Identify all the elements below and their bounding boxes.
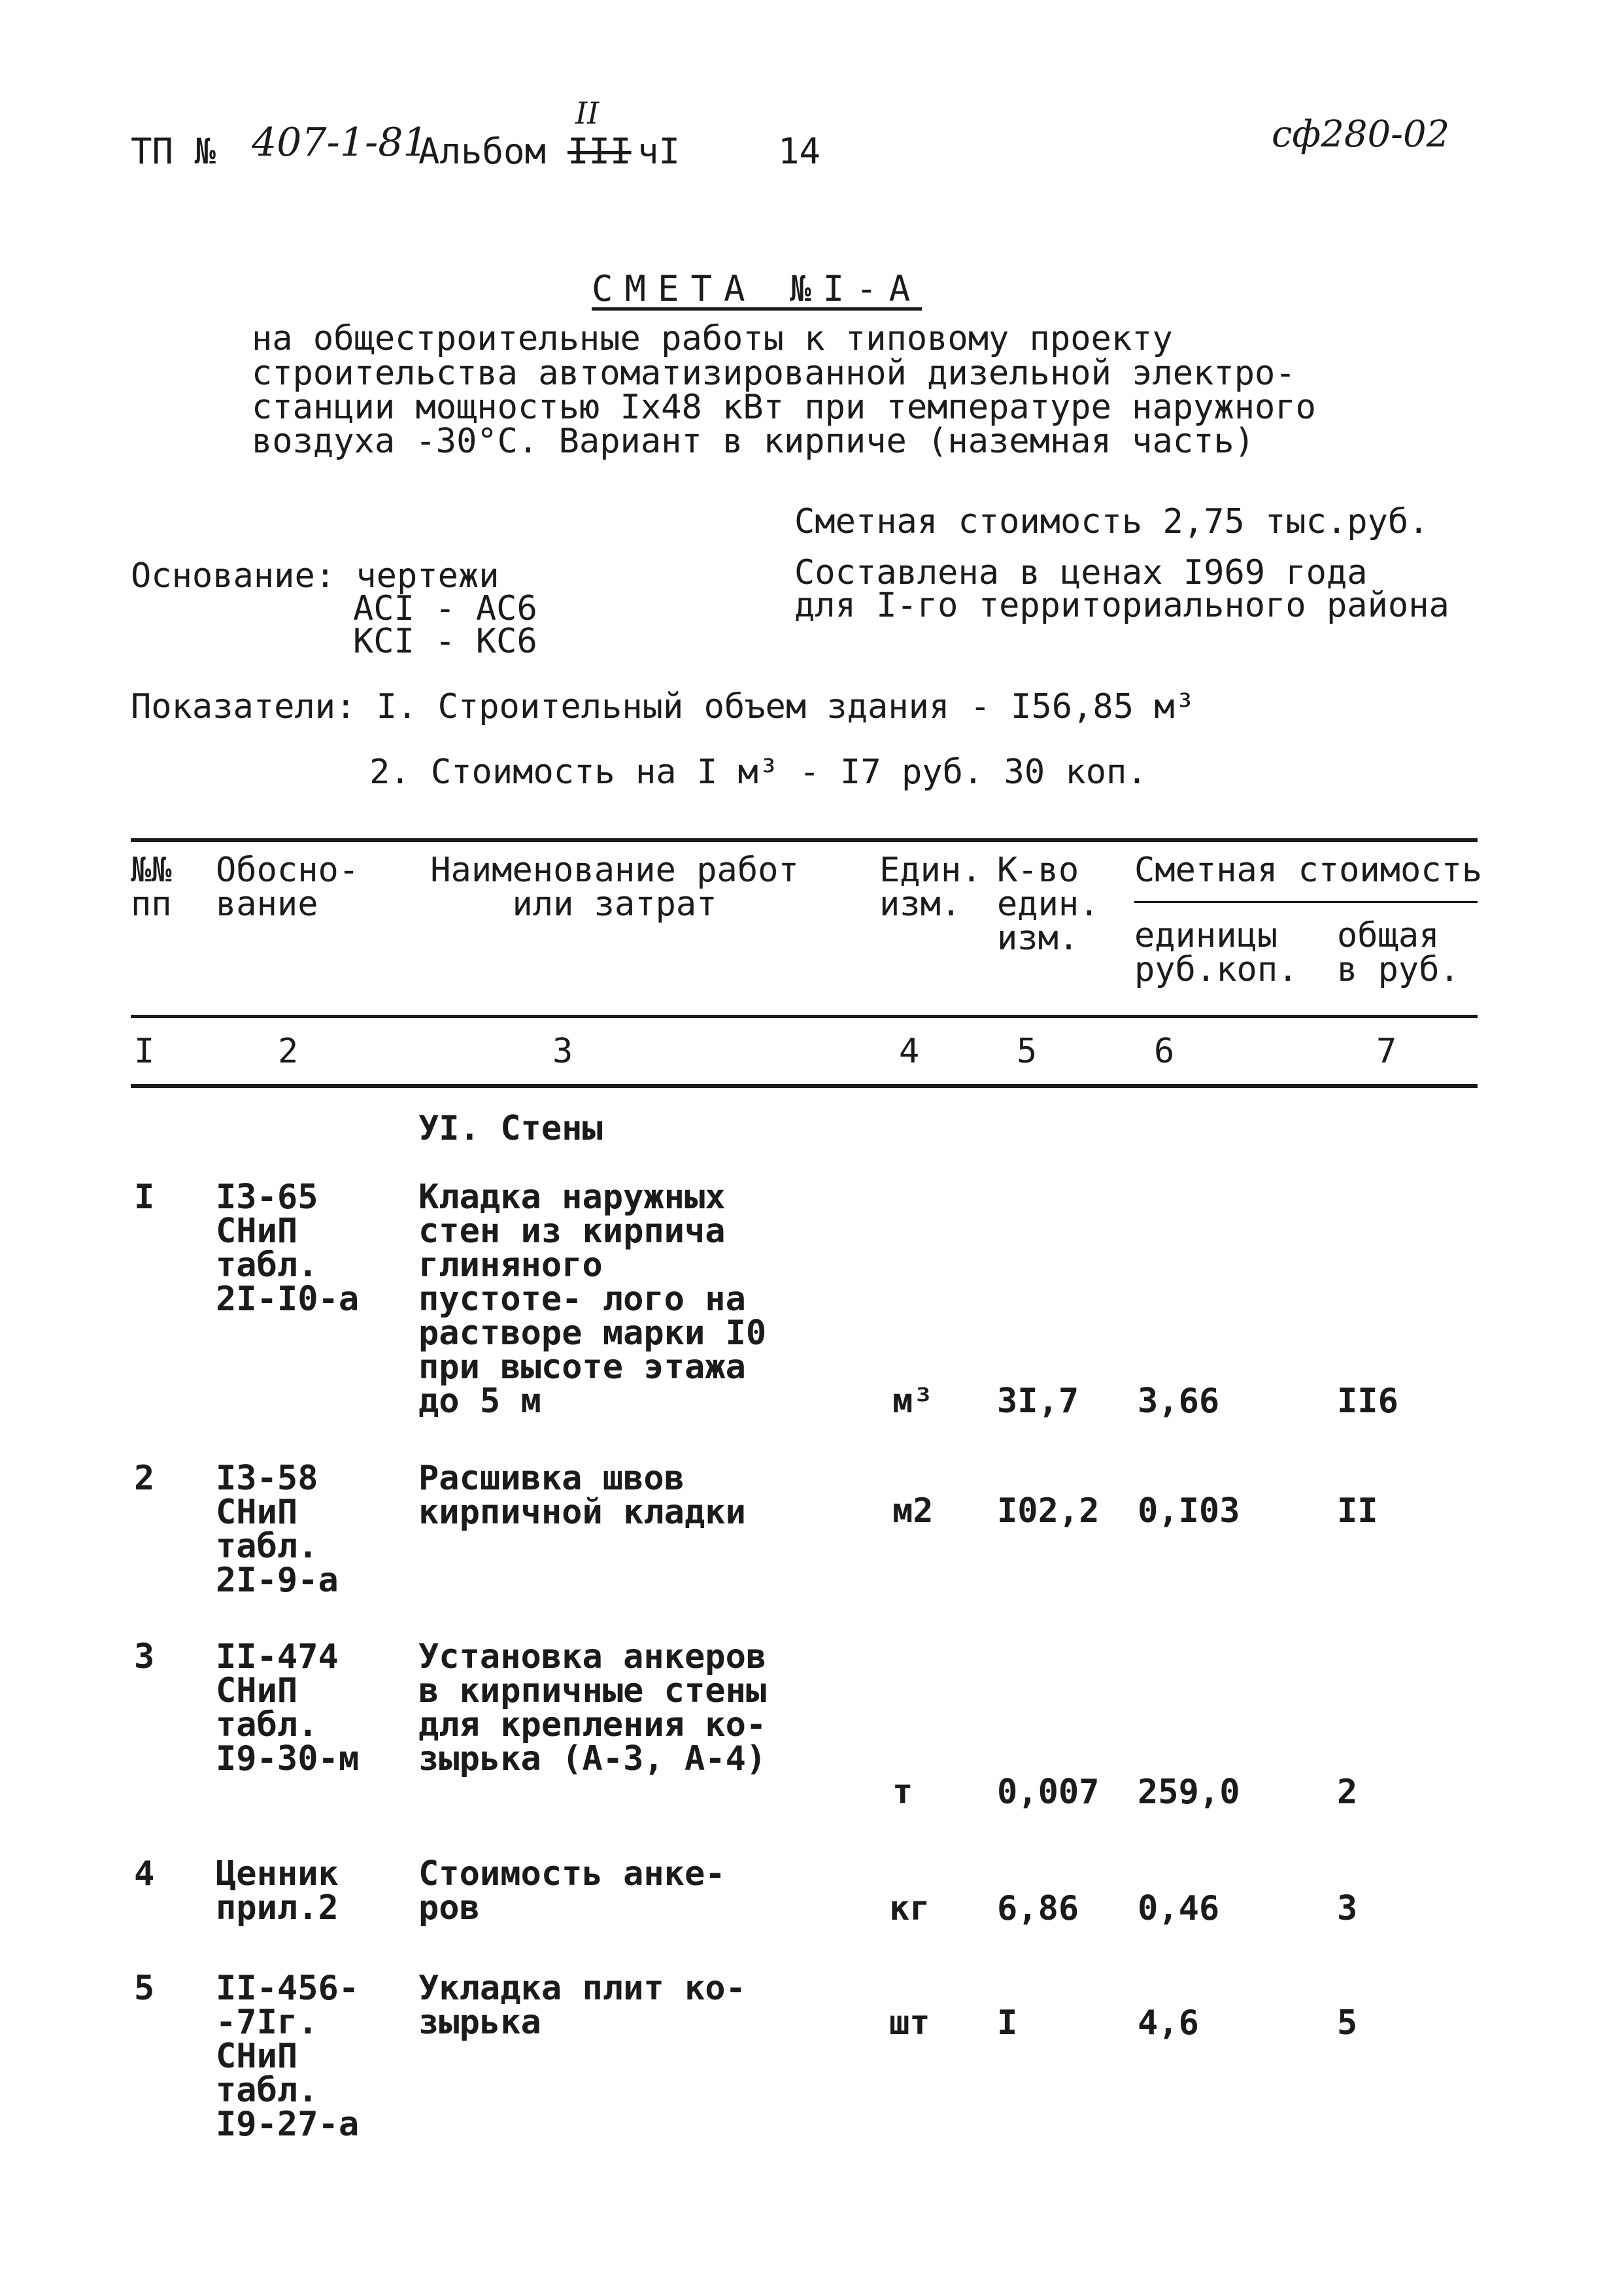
prices-line-1: Составлена в ценах I969 года (794, 553, 1368, 592)
cost-group-rule (1134, 901, 1478, 903)
header-unit: Един. изм. (879, 851, 982, 924)
row-qty: I (997, 2003, 1018, 2043)
row-basis: II-474 СНиП табл. I9-30-м (216, 1637, 360, 1778)
album-number: III (567, 131, 632, 172)
row-total: 2 (1337, 1773, 1358, 1812)
row-name: Стоимость анке- ров (418, 1854, 726, 1928)
header-qty: К-во един. изм. (997, 851, 1100, 958)
row-name: Расшивка швов кирпичной кладки (418, 1459, 746, 1532)
row-name: Установка анкеров в кирпичные стены для крепления ко- зырька (А-3, А-4) (418, 1637, 767, 1778)
title-line-1: на общестроительные работы к типовому проекту (252, 319, 1173, 358)
row-basis: II-456- -7Iг. СНиП табл. I9-27-а (216, 1969, 360, 2144)
row-num: 5 (134, 1969, 155, 2008)
header-total: общая в руб. (1337, 916, 1460, 989)
row-unit: шт (889, 2003, 930, 2043)
row-basis: Ценник прил.2 (216, 1854, 339, 1928)
col-number-6: 6 (1154, 1032, 1175, 1071)
page-number: 14 (778, 131, 821, 172)
prices-line-2: для I-го территориального района (794, 586, 1449, 625)
header-unit-cost: единицы руб.коп. (1134, 916, 1298, 989)
row-unit-cost: 0,46 (1138, 1889, 1220, 1928)
header-name: Наименование работ или затрат (430, 851, 799, 924)
basis-drawings-kc: КСI - КС6 (353, 622, 537, 661)
numbers-bottom-rule (131, 1084, 1478, 1088)
col-number-5: 5 (1017, 1032, 1038, 1071)
row-unit-cost: 259,0 (1138, 1773, 1240, 1812)
estimated-cost: Сметная стоимость 2,75 тыс.руб. (794, 502, 1429, 541)
row-total: 5 (1337, 2003, 1358, 2043)
col-number-4: 4 (899, 1032, 920, 1071)
row-total: II (1337, 1491, 1378, 1531)
row-unit: м³ (892, 1382, 934, 1421)
header-basis: Обосно- вание (216, 851, 360, 924)
row-num: 4 (134, 1854, 155, 1894)
section-heading: УI. Стены (418, 1109, 603, 1148)
title-line-2: строительства автоматизированной дизельной электро- (252, 354, 1296, 393)
row-total: II6 (1337, 1382, 1398, 1421)
row-unit: кг (889, 1889, 930, 1928)
header-num: №№ пп (131, 851, 172, 924)
row-basis: I3-58 СНиП табл. 2I-9-а (216, 1459, 339, 1600)
estimate-heading: СМЕТА №I-А (592, 268, 922, 309)
row-qty: I02,2 (997, 1491, 1100, 1531)
header-bottom-rule (131, 1015, 1478, 1018)
row-qty: 0,007 (997, 1773, 1100, 1812)
row-name: Кладка наружных стен из кирпича глиняного пустоте- лого на растворе марки I0 при высоте этажа до 5 м (418, 1178, 767, 1421)
basis-label: Основание: чертежи (131, 556, 499, 596)
row-name: Укладка плит ко- зырька (418, 1969, 746, 2042)
basis-drawings-ac: АСI - АС6 (353, 589, 537, 628)
row-total: 3 (1337, 1889, 1358, 1928)
row-unit-cost: 4,6 (1138, 2003, 1199, 2043)
row-qty: 3I,7 (997, 1382, 1079, 1421)
col-number-7: 7 (1376, 1032, 1397, 1071)
col-number-3: 3 (552, 1032, 573, 1071)
title-line-3: станции мощностью Iх48 кВт при температуре наружного (252, 388, 1316, 427)
row-num: I (134, 1178, 155, 1217)
indicator-cost-per-m3: 2. Стоимость на I м³ - I7 руб. 30 коп. (369, 753, 1147, 792)
col-number-2: 2 (278, 1032, 299, 1071)
row-unit-cost: 3,66 (1138, 1382, 1220, 1421)
row-unit: м2 (892, 1491, 934, 1531)
row-unit-cost: 0,I03 (1138, 1491, 1240, 1531)
project-number: 407-1-81 (252, 120, 428, 165)
indicator-volume: Показатели: I. Строительный объем здания - I56,85 м³ (131, 687, 1195, 726)
header-cost-group: Сметная стоимость (1134, 851, 1483, 890)
row-basis: I3-65 СНиП табл. 2I-I0-а (216, 1178, 360, 1319)
table-top-rule (131, 838, 1478, 842)
row-unit: т (892, 1773, 913, 1812)
row-num: 3 (134, 1637, 155, 1676)
col-number-1: I (134, 1032, 155, 1071)
row-qty: 6,86 (997, 1889, 1079, 1928)
title-line-4: воздуха -30°С. Вариант в кирпиче (наземная часть) (252, 422, 1255, 461)
row-num: 2 (134, 1459, 155, 1498)
part-label: чI (637, 131, 681, 172)
album-label: Альбом (418, 131, 547, 172)
album-correction: II (575, 95, 600, 131)
document-code: сф280-02 (1272, 113, 1450, 156)
tp-label: ТП № (131, 131, 216, 172)
